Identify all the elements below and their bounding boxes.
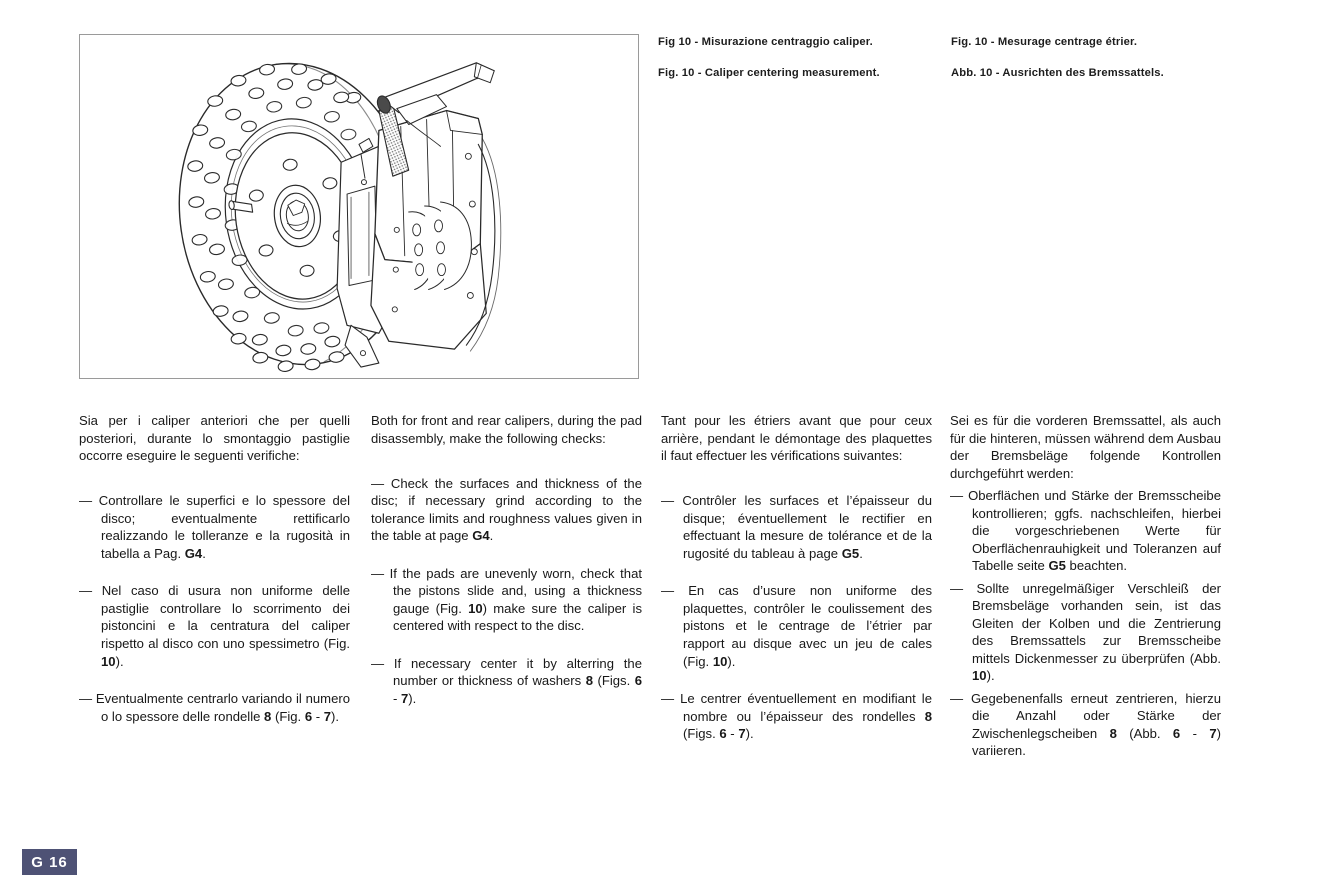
text-columns [79,412,1239,832]
english-item-1 [371,475,642,545]
column-english [371,412,642,708]
german-item-3 [950,690,1221,760]
item-ref: 10 [468,600,483,616]
item-mid: (Fig. [271,708,305,724]
item-ref: G4 [472,528,490,544]
bullet-dash: — [371,475,385,491]
french-item-3 [661,690,932,743]
item-mid2: - [726,726,739,742]
item-tail: ) make sure the caliper is centered with respect to the disc. [393,600,642,634]
bullet-dash: — [950,580,964,596]
german-item-2 [950,580,1221,686]
item-tail: . [859,546,863,562]
item-ref: G5 [1048,558,1066,574]
italian-item-2 [79,582,350,670]
item-text: Check the surfaces and thickness of the disc; if necessary grind according to the tolerance limits and roughness values given in the table at page [371,475,642,544]
italian-item-1 [79,492,350,562]
item-text: En cas d’usure non uniforme des plaquettes, contrôler le coulissement des pistons et le centrage de l’étrier par rapport au disque avec un jeu de cales (Fig. [674,583,932,669]
french-intro: Tant pour les étriers avant que pour ceux arrière, pendant le démontage des plaquettes il faut effectuer les vérifications suivantes: [661,413,932,464]
item-tail: . [489,528,494,544]
item-text: Contrôler les surfaces et l’épaisseur du disque; éventuellement le rectifier en effectuant la mesure de tolérance et de la rugosité du tableau à page [674,493,932,562]
item-mid: (Figs. [683,726,720,742]
bullet-dash: — [371,565,385,581]
item-ref: G5 [841,546,860,562]
english-item-3 [371,655,642,708]
item-ref: 8 [264,708,272,724]
item-mid: (Abb. [1116,725,1173,741]
item-ref2: 6 [634,673,642,689]
item-ref3: 7 [401,690,409,706]
item-text: Nel caso di usura non uniforme delle pastiglie controllare lo scorrimento dei pistoncini e la centratura del caliper rispetto al disco con uno spessimetro (Fig. [92,583,350,652]
item-ref3: 7 [323,708,332,724]
item-text: Sollte unregelmäßiger Verschleiß der Bremsbeläge vorhanden sein, ist das Gleiten der Kolben und die Zentrierung des Bremssattels zur Bremsscheibe mittels Dickenmesser zu überprüfen (Abb. [963,580,1221,666]
english-intro: Both for front and rear calipers, during the pad disassembly, make the following checks: [371,413,642,446]
column-french [661,412,932,743]
item-ref: 8 [924,708,932,724]
bullet-dash: — [371,655,385,671]
page-number-badge: G 16 [22,849,77,875]
item-ref: 10 [972,668,987,684]
figure-caption-left [658,36,943,80]
caption-german: Abb. 10 - Ausrichten des Bremssattels. [951,66,1164,79]
item-ref: 8 [1109,725,1117,741]
item-mid: (Figs. [593,673,635,689]
bullet-dash: — [79,493,93,509]
item-ref2: 6 [304,708,313,724]
item-text: Le centrer éventuellement en modifiant le nombre ou l’épaisseur des rondelles [674,690,932,724]
bullet-dash: — [661,583,675,599]
item-ref: G4 [184,546,203,562]
item-tail: ). [986,668,995,684]
french-item-1 [661,492,932,562]
caption-english: Fig. 10 - Caliper centering measurement. [658,66,880,79]
figure-caption-right [951,36,1241,80]
italian-item-3 [79,690,350,725]
brake-assembly-illustration [80,35,638,378]
item-tail: ). [727,653,736,669]
item-ref: 8 [585,673,593,689]
item-ref: 10 [101,653,116,669]
column-italian [79,412,350,725]
item-tail: ). [331,708,340,724]
bullet-dash: — [79,690,93,706]
item-tail: ) variieren. [972,725,1222,759]
bullet-dash: — [950,690,964,706]
german-item-1 [950,487,1221,575]
caption-french: Fig. 10 - Mesurage centrage étrier. [951,36,1138,48]
bullet-dash: — [950,487,964,503]
column-german [950,412,1221,760]
item-mid2: - [312,708,324,724]
item-text: If the pads are unevenly worn, check that the pistons slide and, using a thickness gauge (Fig. [384,565,642,616]
english-item-2 [371,565,642,635]
caption-italian: Fig 10 - Misurazione centraggio caliper. [658,36,873,48]
item-tail: ). [745,726,754,742]
item-ref: 10 [712,653,728,669]
german-intro: Sei es für die vorderen Bremssattel, als auch für die hinteren, müssen während dem Ausbau der Bremsbeläge folgende Kontrollen durchgeführt werden: [950,413,1221,481]
item-text: Controllare le superfici e lo spessore del disco; eventualmente rettificarlo realizzando le tolleranze e la rugosità in tabella a Pag. [92,493,350,562]
item-tail: ). [115,653,124,669]
item-text: Oberflächen und Stärke der Bremsscheibe kontrollieren; ggfs. nachschleifen, hierbei die vorgeschriebenen Werte für Oberflächenrauhigkeit und Toleranzen auf Tabelle seite [963,487,1221,574]
item-tail: beachten. [1065,558,1128,574]
item-tail: ). [408,690,417,706]
item-text: If necessary center it by alterring the number or thickness of washers [384,655,642,689]
item-ref2: 6 [1172,725,1181,741]
bullet-dash: — [661,493,675,509]
item-text: Eventualmente centrarlo variando il numero o lo spessore delle rondelle [92,690,350,724]
item-mid2: - [1180,725,1210,741]
bullet-dash: — [661,690,675,706]
item-ref3: 7 [738,726,746,742]
item-tail: . [202,546,206,562]
item-mid2: - [393,690,401,706]
italian-intro: Sia per i caliper anteriori che per quelli posteriori, durante lo smontaggio pastiglie occorre eseguire le seguenti verifiche: [79,413,350,464]
item-ref2: 6 [719,726,727,742]
bullet-dash: — [79,583,93,599]
french-item-2 [661,582,932,670]
figure-frame [79,34,639,379]
item-text: Gegebenenfalls erneut zentrieren, hierzu die Anzahl oder Stärke der Zwischenlegscheiben [963,690,1221,741]
item-ref3: 7 [1209,725,1217,741]
